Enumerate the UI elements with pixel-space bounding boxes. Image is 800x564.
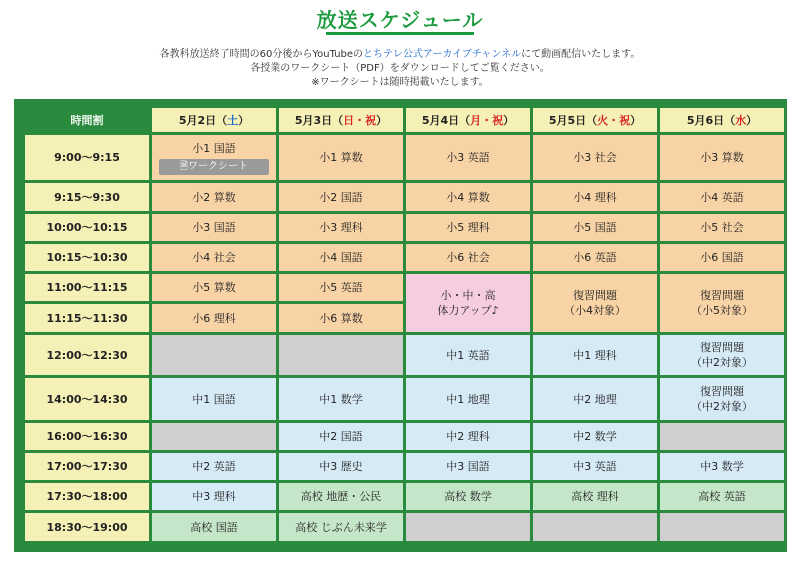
schedule-cell: 小5 算数 [152, 274, 276, 301]
empty-cell [152, 335, 276, 375]
review-cell: 復習問題 （小4対象） [533, 274, 657, 332]
schedule-cell: 小4 国語 [279, 244, 403, 271]
schedule-cell: 中3 英語 [533, 453, 657, 480]
intro-line-1 [0, 48, 800, 62]
pdf-icon: 🗎 [179, 160, 189, 172]
schedule-cell: 中3 国語 [406, 453, 530, 480]
day-header-may4: 5月4日（月・祝） [406, 108, 530, 132]
schedule-table [22, 105, 787, 544]
timetable-header: 時間割 [25, 108, 149, 132]
schedule-cell: 中1 国語 [152, 378, 276, 420]
day-header-may3: 5月3日（日・祝） [279, 108, 403, 132]
schedule-row [25, 378, 784, 420]
schedule-cell: 高校 英語 [660, 483, 784, 510]
schedule-cell: 小6 国語 [660, 244, 784, 271]
time-slot: 17:00〜17:30 [25, 453, 149, 480]
schedule-row [25, 183, 784, 211]
time-slot: 17:30〜18:00 [25, 483, 149, 510]
schedule-row [25, 135, 784, 180]
intro-text [0, 48, 800, 90]
time-slot: 10:00〜10:15 [25, 214, 149, 241]
schedule-cell: 中1 地理 [406, 378, 530, 420]
schedule-cell: 小4 英語 [660, 183, 784, 211]
empty-cell [660, 513, 784, 541]
schedule-row [25, 214, 784, 241]
schedule-row [25, 335, 784, 375]
schedule-cell: 小1 算数 [279, 135, 403, 180]
schedule-row [25, 274, 784, 301]
schedule-cell: 高校 地歴・公民 [279, 483, 403, 510]
schedule-cell: 中2 国語 [279, 423, 403, 450]
time-slot: 11:15〜11:30 [25, 304, 149, 332]
schedule-cell: 中1 数学 [279, 378, 403, 420]
schedule-cell: 小6 算数 [279, 304, 403, 332]
schedule-cell: 高校 国語 [152, 513, 276, 541]
schedule-cell: 小3 英語 [406, 135, 530, 180]
time-slot: 12:00〜12:30 [25, 335, 149, 375]
schedule-cell: 中2 理科 [406, 423, 530, 450]
archive-channel-link[interactable]: とちテレ公式アーカイブチャンネル [363, 49, 522, 60]
schedule-cell: 小4 社会 [152, 244, 276, 271]
schedule-cell: 高校 理科 [533, 483, 657, 510]
schedule-cell: 小2 算数 [152, 183, 276, 211]
review-cell: 復習問題 （小5対象） [660, 274, 784, 332]
schedule-row [25, 423, 784, 450]
empty-cell [406, 513, 530, 541]
day-header-may2: 5月2日（土） [152, 108, 276, 132]
schedule-cell: 小4 算数 [406, 183, 530, 211]
day-header-may5: 5月5日（火・祝） [533, 108, 657, 132]
fitness-special-cell: 小・中・高 体力アップ♪ [406, 274, 530, 332]
time-slot: 11:00〜11:15 [25, 274, 149, 301]
schedule-cell: 中2 数学 [533, 423, 657, 450]
schedule-cell: 小6 英語 [533, 244, 657, 271]
schedule-row [25, 513, 784, 541]
schedule-cell: 中3 理科 [152, 483, 276, 510]
empty-cell [152, 423, 276, 450]
schedule-cell: 小5 英語 [279, 274, 403, 301]
schedule-cell: 中2 英語 [152, 453, 276, 480]
schedule-header-row [25, 108, 784, 132]
time-slot: 14:00〜14:30 [25, 378, 149, 420]
schedule-cell: 小6 理科 [152, 304, 276, 332]
schedule-cell: 小5 国語 [533, 214, 657, 241]
intro-line-2: 各授業のワークシート（PDF）をダウンロードしてご覧ください。 [250, 63, 550, 74]
schedule-row [25, 453, 784, 480]
schedule-cell: 小2 国語 [279, 183, 403, 211]
title-underline [326, 32, 474, 35]
schedule-cell: 小4 理科 [533, 183, 657, 211]
page-title: 放送スケジュール [316, 8, 484, 32]
schedule-cell: 中3 歴史 [279, 453, 403, 480]
schedule-cell: 小5 社会 [660, 214, 784, 241]
intro-line-1-post: にて動画配信いたします。 [521, 49, 641, 60]
schedule-cell: 小3 国語 [152, 214, 276, 241]
schedule-cell: 高校 じぶん未来学 [279, 513, 403, 541]
empty-cell [279, 335, 403, 375]
schedule-cell: 中2 地理 [533, 378, 657, 420]
time-slot: 9:00〜9:15 [25, 135, 149, 180]
schedule-cell: 小6 社会 [406, 244, 530, 271]
schedule-cell: 小3 理科 [279, 214, 403, 241]
schedule-cell: 中3 数学 [660, 453, 784, 480]
empty-cell [533, 513, 657, 541]
schedule-cell: 小5 理科 [406, 214, 530, 241]
schedule-cell: 小3 社会 [533, 135, 657, 180]
time-slot: 9:15〜9:30 [25, 183, 149, 211]
schedule-cell: 中1 理科 [533, 335, 657, 375]
schedule-cell: 中1 英語 [406, 335, 530, 375]
intro-line-1-pre: 各教科放送終了時間の60分後からYouTubeの [159, 49, 364, 60]
day-header-may6: 5月6日（水） [660, 108, 784, 132]
review-cell: 復習問題 （中2対象） [660, 335, 784, 375]
time-slot: 10:15〜10:30 [25, 244, 149, 271]
review-cell: 復習問題 （中2対象） [660, 378, 784, 420]
time-slot: 18:30〜19:00 [25, 513, 149, 541]
time-slot: 16:00〜16:30 [25, 423, 149, 450]
schedule-row [25, 244, 784, 271]
worksheet-button[interactable]: 🗎ワークシート [159, 159, 269, 175]
intro-line-3: ※ワークシートは随時掲載いたします。 [311, 77, 489, 88]
schedule-row [25, 483, 784, 510]
schedule-cell: 小3 算数 [660, 135, 784, 180]
schedule-cell [152, 135, 276, 180]
class-label: 小1 国語 [192, 141, 236, 155]
schedule-cell: 高校 数学 [406, 483, 530, 510]
empty-cell [660, 423, 784, 450]
